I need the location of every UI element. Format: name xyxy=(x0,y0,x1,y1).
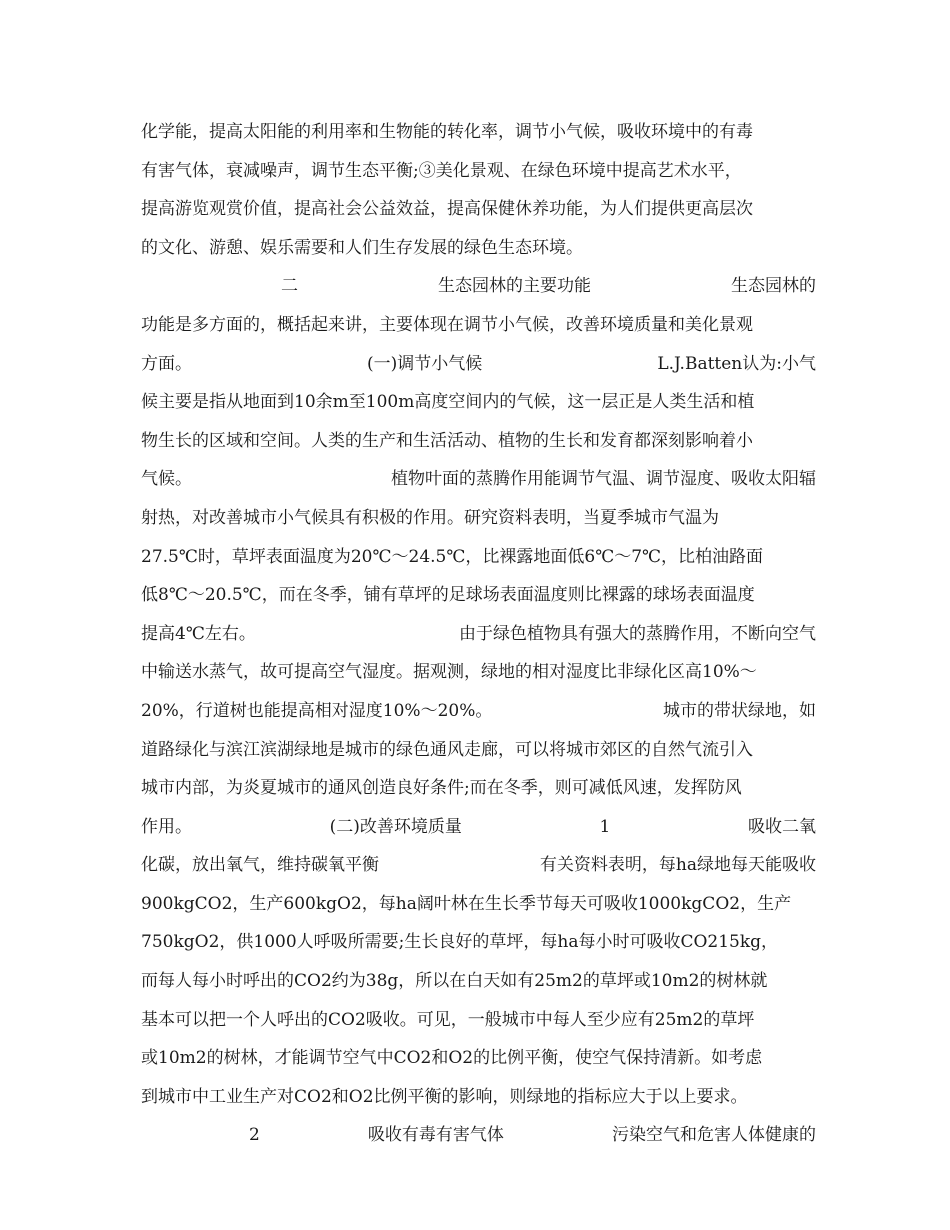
text-segment: (一)调节小气候 xyxy=(367,353,483,374)
text-segment: 作用。 xyxy=(141,816,192,837)
text-line xyxy=(141,152,816,191)
text-segment: 基本可以把一个人呼出的CO2吸收。可见，一般城市中每人至少应有25m2的草坪 xyxy=(141,1009,755,1030)
text-segment: (二)改善环境质量 xyxy=(329,816,462,837)
text-line xyxy=(141,345,816,384)
text-segment: 生态园林的 xyxy=(731,276,816,297)
text-segment: 城市内部，为炎夏城市的通风创造良好条件;而在冬季，则可减低风速，发挥防风 xyxy=(141,778,742,799)
text-segment: 吸收二氧 xyxy=(747,816,816,837)
text-line xyxy=(141,576,816,615)
text-segment: 中输送水蒸气，故可提高空气湿度。据观测，绿地的相对湿度比非绿化区高10%～ xyxy=(141,662,757,683)
text-segment: 到城市中工业生产对CO2和O2比例平衡的影响，则绿地的指标应大于以上要求。 xyxy=(141,1086,748,1107)
text-segment: 化碳，放出氧气，维持碳氧平衡 xyxy=(141,855,379,876)
text-line xyxy=(141,1078,816,1117)
text-segment: 有关资料表明，每ha绿地每天能吸收 xyxy=(539,855,816,876)
text-segment: 27.5℃时，草坪表面温度为20℃～24.5℃，比裸露地面低6℃～7℃，比柏油路面 xyxy=(141,546,764,567)
text-segment: 气候。 xyxy=(141,469,192,490)
text-segment: 候主要是指从地面到10余m至100m高度空间内的气候，这一层正是人类生活和植 xyxy=(141,392,755,413)
text-line xyxy=(141,190,816,229)
text-segment: 城市的带状绿地，如 xyxy=(663,700,816,721)
text-segment: 750kgO2，供1000人呼吸所需要;生长良好的草坪，每ha每小时可吸收CO215kg， xyxy=(141,932,779,953)
text-line xyxy=(141,383,816,422)
text-segment: 物生长的区域和空间。人类的生产和生活活动、植物的生长和发育都深刻影响着小 xyxy=(141,430,753,451)
text-segment: 污染空气和危害人体健康的 xyxy=(611,1125,816,1146)
text-line xyxy=(141,422,816,461)
text-line xyxy=(141,306,816,345)
text-segment: 2 xyxy=(249,1125,260,1146)
text-line xyxy=(141,846,816,885)
text-line xyxy=(141,731,816,770)
text-segment: 提高4℃左右。 xyxy=(141,623,256,644)
text-line xyxy=(141,1039,816,1078)
text-segment: 二 xyxy=(281,276,298,297)
text-line xyxy=(141,229,816,268)
text-line xyxy=(141,653,816,692)
text-segment: 道路绿化与滨江滨湖绿地是城市的绿色通风走廊，可以将城市郊区的自然气流引入 xyxy=(141,739,753,760)
text-line xyxy=(141,615,816,654)
text-segment: 20%，行道树也能提高相对湿度10%～20%。 xyxy=(141,700,493,721)
text-segment: 的文化、游憩、娱乐需要和人们生存发展的绿色生态环境。 xyxy=(141,237,583,258)
body-text xyxy=(141,113,816,1155)
text-segment: 900kgCO2，生产600kgO2，每ha阔叶林在生长季节每天可吸收1000kgCO2，生产 xyxy=(141,893,792,914)
text-segment: 化学能，提高太阳能的利用率和生物能的转化率，调节小气候，吸收环境中的有毒 xyxy=(141,122,753,142)
text-segment: 或10m2的树林，才能调节空气中CO2和O2的比例平衡，使空气保持清新。如考虑 xyxy=(141,1048,763,1069)
text-segment: 功能是多方面的，概括起来讲，主要体现在调节小气候，改善环境质量和美化景观 xyxy=(141,314,753,335)
text-segment: 提高游览观赏价值，提高社会公益效益，提高保健休养功能，为人们提供更高层次 xyxy=(141,199,753,220)
text-segment: 生态园林的主要功能 xyxy=(438,276,591,297)
text-line xyxy=(141,885,816,924)
text-segment: 吸收有毒有害气体 xyxy=(367,1125,504,1146)
text-line xyxy=(141,267,816,306)
text-line xyxy=(141,962,816,1001)
text-segment: L.J.Batten认为:小气 xyxy=(657,353,816,374)
text-segment: 而每人每小时呼出的CO2约为38g，所以在白天如有25m2的草坪或10m2的树林就 xyxy=(141,971,768,992)
text-segment: 射热，对改善城市小气候具有积极的作用。研究资料表明，当夏季城市气温为 xyxy=(141,507,719,528)
text-line xyxy=(141,808,816,847)
text-line xyxy=(141,692,816,731)
text-line xyxy=(141,113,816,152)
text-line xyxy=(141,923,816,962)
text-segment: 植物叶面的蒸腾作用能调节气温、调节湿度、吸收太阳辐 xyxy=(391,469,816,490)
text-segment: 由于绿色植物具有强大的蒸腾作用，不断向空气 xyxy=(459,623,816,644)
text-line xyxy=(141,499,816,538)
text-line xyxy=(141,1116,816,1155)
text-segment: 方面。 xyxy=(141,353,192,374)
text-segment: 低8℃～20.5℃，而在冬季，铺有草坪的足球场表面温度则比裸露的球场表面温度 xyxy=(141,585,755,606)
text-line xyxy=(141,769,816,808)
text-segment: 有害气体，衰减噪声，调节生态平衡;③美化景观、在绿色环境中提高艺术水平， xyxy=(141,160,742,181)
text-line xyxy=(141,460,816,499)
text-segment: 1 xyxy=(599,816,611,837)
text-line xyxy=(141,1001,816,1040)
text-line xyxy=(141,538,816,577)
